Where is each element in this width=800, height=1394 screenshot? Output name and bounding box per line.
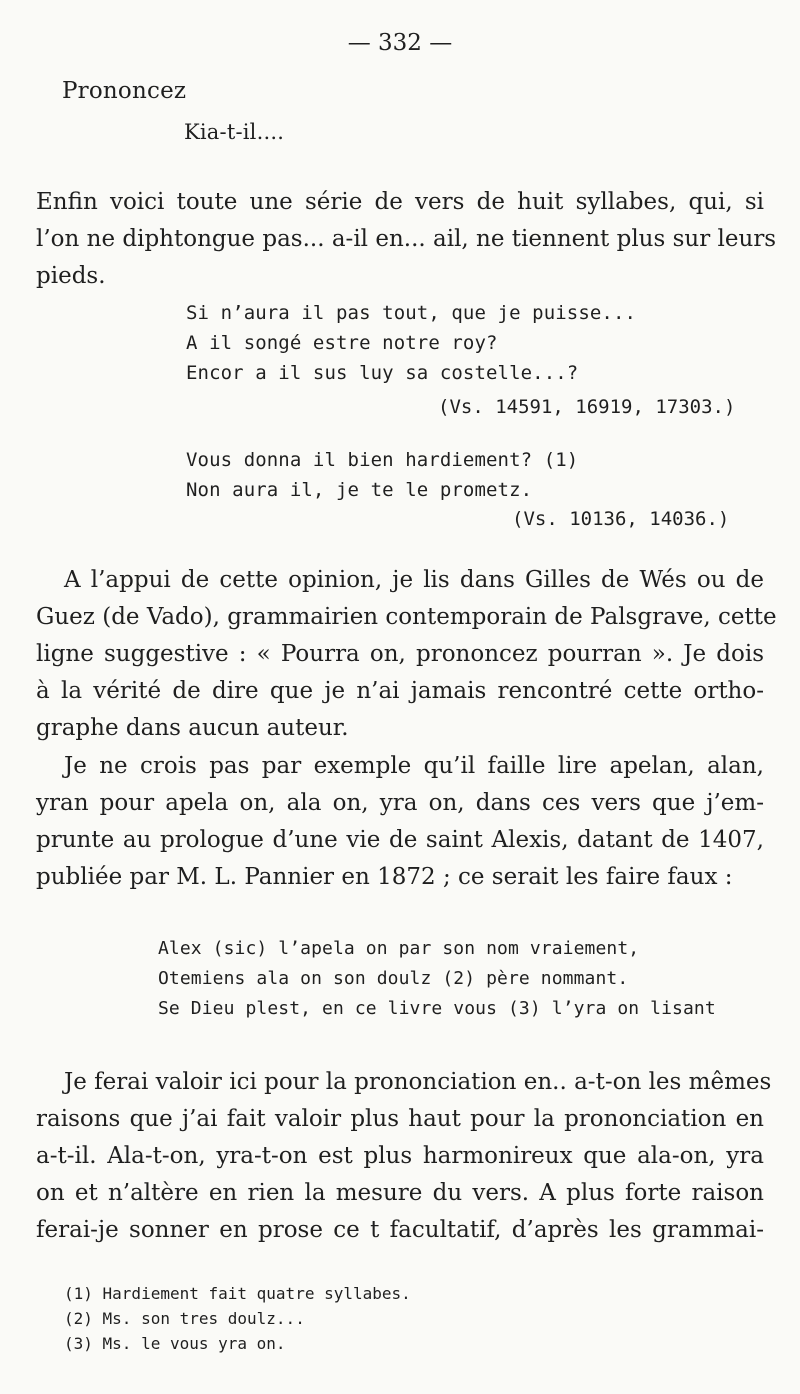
- text-line: a-t-il. Ala-t-on, yra-t-on est plus harmonireux que ala-on, yra: [36, 1143, 764, 1169]
- footnote: (3) Ms. le vous yra on.: [64, 1334, 286, 1353]
- verse-reference: (Vs. 14591, 16919, 17303.): [438, 396, 736, 418]
- verse-line: Vous donna il bien hardiement? (1): [186, 449, 579, 471]
- text-line: graphe dans aucun auteur.: [36, 715, 349, 741]
- paragraph-2: [36, 562, 777, 747]
- text-line: Guez (de Vado), grammairien contemporain de Palsgrave, cette: [36, 604, 777, 630]
- text-line: publiée par M. L. Pannier en 1872 ; ce serait les faire faux :: [36, 864, 733, 890]
- verse-line: A il songé estre notre roy?: [186, 332, 498, 354]
- verse-line: Alex (sic) l’apela on par son nom vraiement,: [158, 938, 640, 959]
- verse-line: Si n’aura il pas tout, que je puisse...: [186, 302, 637, 324]
- text-line: Enfin voici toute une série de vers de huit syllabes, qui, si: [36, 189, 764, 215]
- text-line: Je ne crois pas par exemple qu’il faille lire apelan, alan,: [64, 753, 764, 779]
- paragraph-1: [36, 184, 777, 295]
- text-line: à la vérité de dire que je n’ai jamais rencontré cette ortho-: [36, 678, 764, 704]
- page-number: — 332 —: [347, 30, 453, 56]
- text-line: Je ferai valoir ici pour la prononciation en.. a-t-on les mêmes: [64, 1069, 772, 1095]
- footnote: (2) Ms. son tres doulz...: [64, 1309, 305, 1328]
- footnote: (1) Hardiement fait quatre syllabes.: [64, 1284, 411, 1303]
- text-line: ferai-je sonner en prose ce t facultatif, d’après les grammai-: [36, 1217, 764, 1243]
- verse-line: Se Dieu plest, en ce livre vous (3) l’yra on lisant: [158, 998, 716, 1019]
- text-line: raisons que j’ai fait valoir plus haut pour la prononciation en: [36, 1106, 764, 1132]
- verse-line: Otemiens ala on son doulz (2) père nommant.: [158, 968, 629, 989]
- text-line: pieds.: [36, 263, 106, 289]
- text-line: prunte au prologue d’une vie de saint Alexis, datant de 1407,: [36, 827, 764, 853]
- verse-line: Non aura il, je te le prometz.: [186, 479, 533, 501]
- text-line: A l’appui de cette opinion, je lis dans Gilles de Wés ou de: [64, 567, 764, 593]
- text-line: on et n’altère en rien la mesure du vers. A plus forte raison: [36, 1180, 764, 1206]
- verse-reference: (Vs. 10136, 14036.): [512, 508, 730, 530]
- verse-line: Encor a il sus luy sa costelle...?: [186, 362, 579, 384]
- paragraph-3: [36, 748, 764, 896]
- text-line: l’on ne diphtongue pas... a-il en... ail, ne tiennent plus sur leurs: [36, 226, 777, 252]
- text-line: yran pour apela on, ala on, yra on, dans ces vers que j’em-: [36, 790, 764, 816]
- paragraph-4: [36, 1064, 772, 1249]
- pronounce-label: Prononcez: [62, 78, 187, 104]
- pronunciation-example: Kia-t-il....: [184, 120, 285, 144]
- text-line: ligne suggestive : « Pourra on, prononcez pourran ». Je dois: [36, 641, 764, 667]
